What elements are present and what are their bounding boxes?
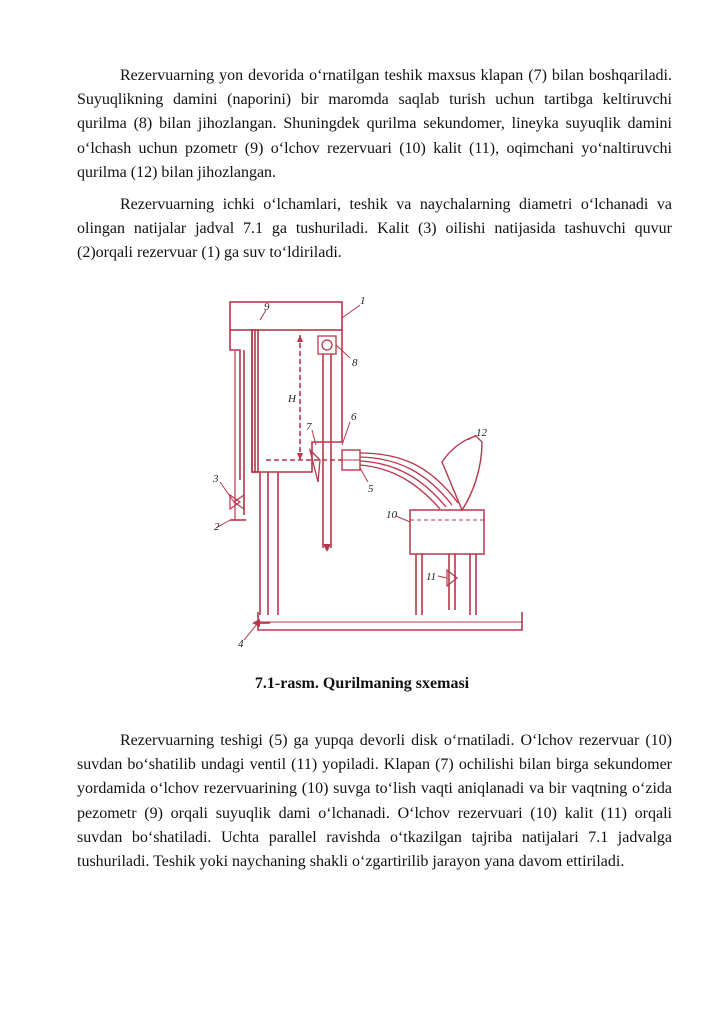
label-2: 2 [214, 521, 220, 533]
regulator-box [318, 336, 336, 354]
label-10: 10 [386, 509, 397, 521]
figure-caption: 7.1-rasm. Qurilmaning sxemasi [254, 675, 470, 692]
schematic-drawing [200, 290, 540, 650]
paragraph-2: Rezervuarning ichki oʻlchamlari, teshik va naychalarning diametri oʻlchanadi va olingan natijalar jadval 7.1 ga tushuriladi. Kalit (3) oilishi natijasida tashuvchi quvur (2)orqali rezervuar (1) ga suv toʻldiriladi. [77, 196, 672, 262]
bottom-text-block [77, 729, 672, 874]
label-3: 3 [213, 473, 219, 485]
label-head-h: H [288, 393, 296, 405]
label-12: 12 [476, 427, 487, 439]
tank-top-band [230, 302, 342, 330]
label-4: 4 [238, 638, 244, 650]
label-7: 7 [306, 421, 312, 433]
label-8: 8 [352, 357, 358, 369]
label-6: 6 [351, 411, 357, 423]
label-9: 9 [264, 301, 270, 313]
drain-channel [258, 612, 522, 630]
measuring-tank [410, 510, 484, 554]
overflow-arrow [323, 544, 331, 552]
paragraph-3: Rezervuarning teshigi (5) ga yupqa devorli disk oʻrnatiladi. Oʻlchov rezervuar (10) suvdan boʻshatilib undagi ventil (11) yopiladi. Klapan (7) ochilishi bilan birga sekundomer yordamida oʻlchov rezervuarining (10) suvga toʻlish vaqti aniqlanadi va bir vaqtning oʻzida pezometr (9) orqali suyuqlik dami oʻlchanadi. Oʻlchov rezervuari (10) kalit (11) orqali suvdan boʻshatiladi. Uchta parallel ravishda oʻtkazilgan tajriba natijalari 7.1 jadvalga tushuriladi. Teshik yoki naychaning shakli oʻzgartirilib jarayon yana davom ettiriladi. [77, 732, 672, 871]
apparatus-schematic [200, 290, 540, 650]
supply-valve [230, 495, 244, 509]
jet-deflector [442, 436, 482, 510]
label-5: 5 [368, 483, 374, 495]
tank-body [252, 330, 342, 472]
paragraph-1: Rezervuarning yon devorida oʻrnatilgan teshik maxsus klapan (7) bilan boshqariladi. Suyuqlikning damini (naporini) bir maromda saqlab turish uchun tartibga keltiruvchi qurilma (8) bilan jihozlangan. Shuningdek qurilma sekundomer, lineyka suyuqlik damini oʻlchash uchun pzometr (9) oʻlchov rezervuari (10) kalit (11), oqimchani yoʻnaltiruvchi qurilma (12) bilan jihozlangan. [77, 67, 672, 181]
label-1: 1 [360, 295, 366, 307]
top-text-block [77, 64, 672, 266]
label-11: 11 [426, 571, 437, 583]
